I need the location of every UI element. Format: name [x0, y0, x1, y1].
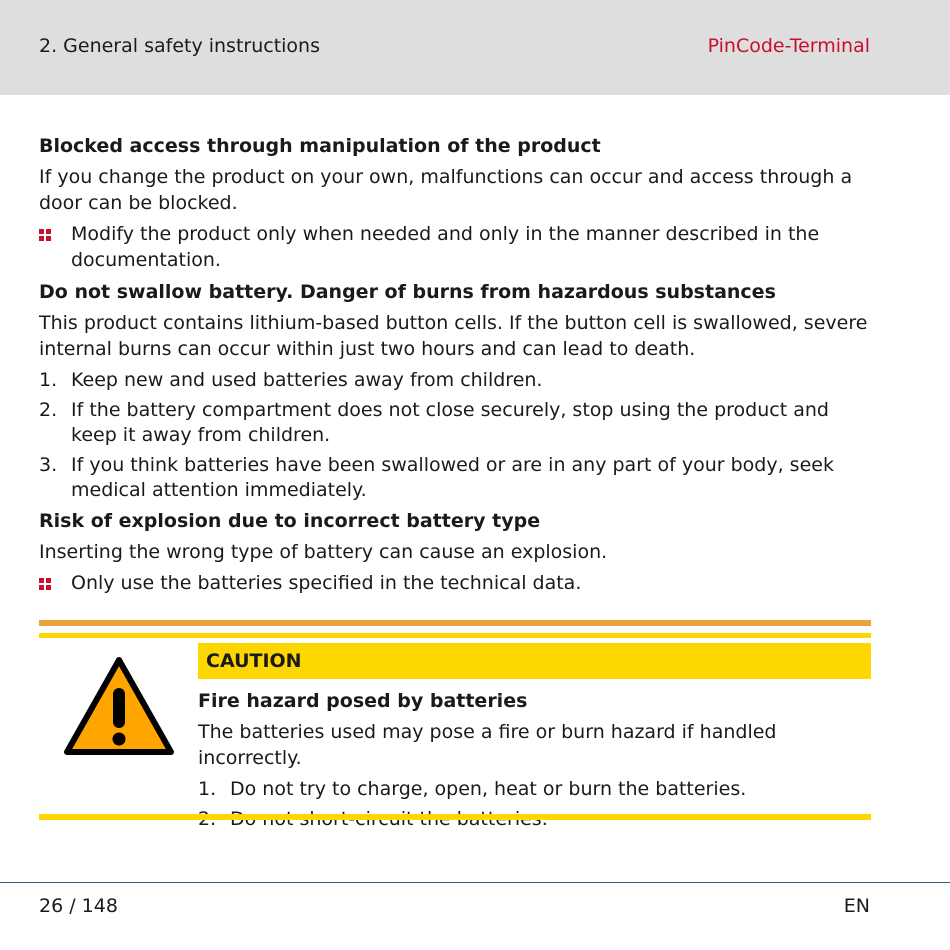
list-text: If the battery compartment does not close securely, stop using the product and keep it away from children. [71, 398, 829, 446]
page-number: 26 / 148 [39, 895, 118, 917]
caution-label: CAUTION [198, 643, 871, 679]
swallow-heading: Do not swallow battery. Danger of burns from hazardous substances [39, 281, 776, 303]
language-code: EN [843, 895, 870, 917]
bullet-squares-icon [39, 571, 71, 590]
swallow-text: This product contains lithium-based button cells. If the button cell is swallowed, severe internal burns can occur within just two hours and can lead to death. [39, 312, 868, 360]
list-text: If you think batteries have been swallowed or are in any part of your body, seek medical attention immediately. [71, 453, 834, 501]
list-item [39, 398, 871, 449]
list-number: 3. [39, 453, 58, 476]
explosion-text: Inserting the wrong type of battery can cause an explosion. [39, 540, 608, 563]
caution-text: The batteries used may pose a fire or burn hazard if handled incorrectly. [198, 721, 777, 769]
manipulation-bullet [39, 222, 871, 273]
caution-bottom-bar [39, 814, 871, 820]
bullet-squares-icon [39, 222, 71, 241]
product-name: PinCode-Terminal [707, 35, 870, 57]
bullet-text: Modify the product only when needed and only in the manner described in the documentation. [71, 223, 820, 271]
caution-box [39, 620, 871, 820]
caution-top-bar [39, 620, 871, 626]
page-header [0, 0, 950, 95]
footer-divider [0, 882, 950, 883]
warning-triangle-icon [63, 656, 175, 756]
list-text: Keep new and used batteries away from children. [71, 369, 543, 391]
section-title: 2. General safety instructions [39, 35, 321, 57]
list-item [39, 453, 871, 504]
list-number: 1. [39, 369, 58, 391]
manipulation-heading: Blocked access through manipulation of the product [39, 135, 601, 157]
explosion-bullet [39, 571, 871, 597]
main-content [39, 133, 871, 603]
list-number: 2. [39, 398, 58, 421]
bullet-text: Only use the batteries specified in the technical data. [71, 572, 582, 594]
explosion-heading: Risk of explosion due to incorrect battery type [39, 509, 541, 532]
caution-thin-bar [39, 633, 871, 638]
list-item [39, 368, 871, 394]
list-item [198, 777, 871, 803]
caution-heading: Fire hazard posed by batteries [198, 690, 528, 712]
list-number: 1. [198, 778, 217, 800]
manipulation-text: If you change the product on your own, malfunctions can occur and access through a door can be blocked. [39, 166, 853, 214]
list-text: Do not try to charge, open, heat or burn the batteries. [230, 778, 747, 800]
